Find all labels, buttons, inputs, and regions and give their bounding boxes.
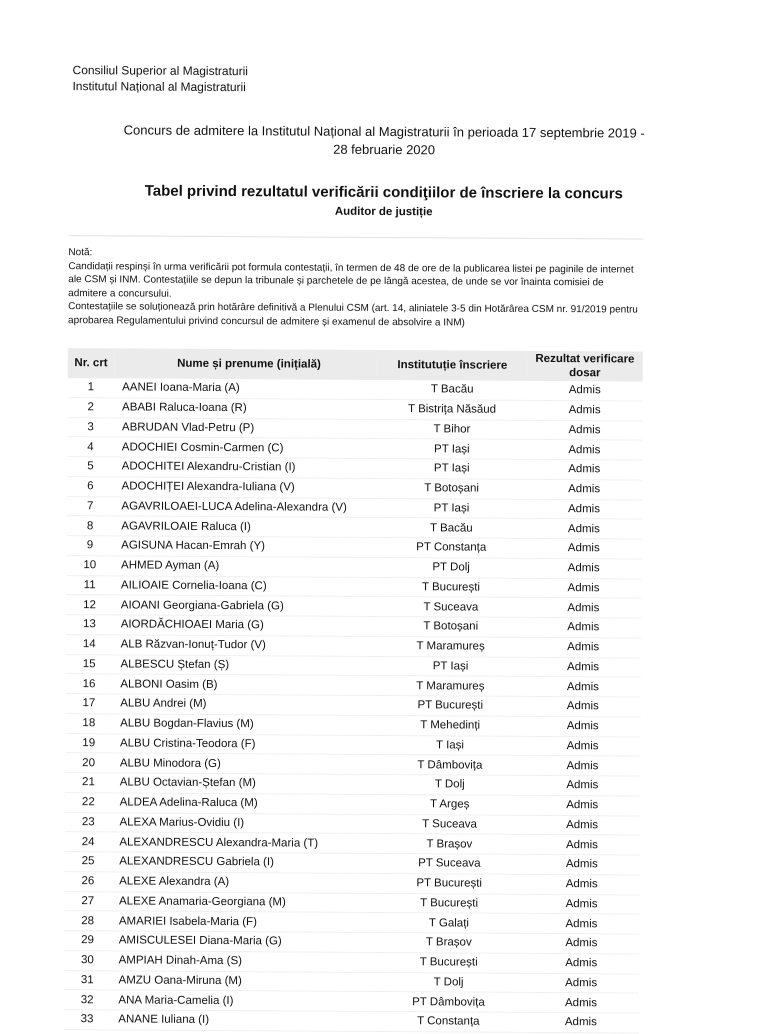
- column-header-institution: Institutuție înscriere: [378, 350, 528, 381]
- column-header-nr: Nr. crt: [68, 348, 115, 378]
- candidate-name: ALEXANDRESCU Gabriela (I): [111, 852, 375, 873]
- result-cell: Admis: [526, 578, 642, 598]
- candidate-name: ALBESCU Ștefan (Ș): [112, 654, 376, 675]
- candidate-name: ALBU Minodora (G): [112, 753, 376, 774]
- row-number: 31: [64, 970, 111, 990]
- result-cell: Admis: [525, 696, 641, 716]
- row-number: 3: [67, 417, 114, 437]
- result-cell: Admis: [526, 479, 642, 499]
- candidate-name: AHMED Ayman (A): [113, 556, 377, 577]
- result-cell: Admis: [526, 538, 642, 558]
- contest-period: [39, 121, 729, 161]
- row-number: 18: [66, 713, 113, 733]
- candidate-name: AMPIAH Dinah-Ama (S): [111, 951, 375, 972]
- result-cell: Admis: [525, 598, 641, 618]
- institution-cell: T Dolj: [375, 774, 524, 795]
- institution-cell: T Suceava: [375, 814, 524, 835]
- institution-cell: T Botoșani: [377, 478, 526, 499]
- result-cell: Admis: [523, 993, 639, 1013]
- result-cell: Admis: [526, 440, 642, 460]
- result-cell: Admis: [527, 420, 643, 440]
- institution-cell: T Mehedinți: [375, 715, 524, 736]
- institution-cell: T Maramureș: [376, 636, 525, 657]
- results-table: [64, 348, 643, 1033]
- institution-cell: T Iași: [375, 735, 524, 756]
- institution-cell: PT Iași: [376, 656, 525, 677]
- result-cell: Admis: [523, 973, 639, 993]
- result-cell: Admis: [523, 933, 639, 953]
- candidate-name: ALBU Octavian-Ștefan (M): [112, 773, 376, 794]
- row-number: 20: [65, 753, 112, 773]
- row-number: 30: [64, 950, 111, 970]
- result-cell: Admis: [524, 874, 640, 894]
- result-cell: Admis: [527, 381, 643, 401]
- row-number: 21: [65, 773, 112, 793]
- result-cell: Admis: [524, 815, 640, 835]
- result-cell: Admis: [525, 736, 641, 756]
- institution-cell: PT Dolj: [376, 557, 525, 578]
- result-cell: Admis: [525, 637, 641, 657]
- row-number: 22: [65, 792, 112, 812]
- row-number: 23: [65, 812, 112, 832]
- candidate-name: ANANE Iuliana (I): [110, 1010, 374, 1031]
- result-cell: Admis: [525, 677, 641, 697]
- candidate-name: ALEXA Marius-Ovidiu (I): [111, 812, 375, 833]
- contest-line-1: Concurs de admitere la Institutul Național al Magistraturii în perioada 17 septembrie 2019 -: [123, 122, 645, 141]
- row-number: 13: [66, 615, 113, 635]
- candidate-name: ALEXE Anamaria-Georgiana (M): [111, 891, 375, 912]
- institution-cell: T Maramureș: [376, 676, 525, 697]
- org-name-inm: Institutul Național al Magistraturii: [72, 79, 246, 95]
- candidate-name: AGISUNA Hacan-Emrah (Y): [113, 536, 377, 557]
- header-row: [68, 348, 643, 382]
- result-cell: Admis: [524, 835, 640, 855]
- candidate-name: ALEXE Alexandra (A): [111, 872, 375, 893]
- institution-cell: T Dolj: [374, 972, 523, 993]
- row-number: 5: [67, 457, 114, 477]
- row-number: 10: [66, 555, 113, 575]
- candidate-name: AMARIEI Isabela-Maria (F): [111, 911, 375, 932]
- candidate-name: AMISCULESEI Diana-Maria (G): [111, 931, 375, 952]
- row-number: 26: [65, 871, 112, 891]
- result-cell: Admis: [526, 499, 642, 519]
- institution-cell: PT București: [374, 873, 523, 894]
- candidate-name: ADOCHIȚEI Alexandra-Iuliana (V): [113, 477, 377, 498]
- institution-cell: T Botoșani: [376, 616, 525, 637]
- note-paragraph-1: Candidații respinși în urma verificării pot formula contestații, în termen de 48 de ore de la publicarea listei pe paginile de internet ale CSM și INM. Contestațiile se depun la tribunale și parchetele de pe lângă acestea, de unde se vor înainta comisiei de admitere a concursului.: [68, 260, 634, 300]
- contest-line-2: 28 februarie 2020: [333, 141, 436, 158]
- institution-cell: PT Iași: [377, 458, 526, 479]
- row-number: 4: [67, 437, 114, 457]
- candidate-name: ADOCHITEI Alexandru-Cristian (I): [114, 457, 378, 478]
- candidate-name: AMZU Oana-Miruna (M): [110, 970, 374, 991]
- note-label: Notă:: [68, 247, 93, 259]
- candidate-name: ALBU Cristina-Teodora (F): [112, 733, 376, 754]
- result-cell: Admis: [524, 914, 640, 934]
- row-number: 2: [67, 397, 114, 417]
- row-number: 16: [66, 674, 113, 694]
- row-number: 1: [68, 378, 115, 398]
- row-number: 17: [66, 694, 113, 714]
- result-cell: Admis: [526, 558, 642, 578]
- result-cell: Admis: [524, 894, 640, 914]
- candidate-name: ABRUDAN Vlad-Petru (P): [114, 417, 378, 438]
- column-header-name: Nume și prenume (inițială): [114, 348, 378, 380]
- institution-cell: T Dâmbovița: [375, 755, 524, 776]
- result-cell: Admis: [524, 854, 640, 874]
- institution-cell: PT Suceava: [375, 853, 524, 874]
- candidate-name: AIORDĂCHIOAEI Maria (G): [113, 615, 377, 636]
- row-number: 25: [65, 852, 112, 872]
- candidate-name: AGAVRILOAEI-LUCA Adelina-Alexandra (V): [113, 496, 377, 517]
- result-cell: Admis: [523, 1012, 639, 1032]
- candidate-name: ANA Maria-Camelia (I): [110, 990, 374, 1011]
- document-title: Tabel privind rezultatul verificării condiţiilor de înscriere la concurs: [144, 182, 623, 203]
- candidate-name: ALB Răzvan-Ionuț-Tudor (V): [113, 635, 377, 656]
- institution-cell: PT Iași: [377, 439, 526, 460]
- row-number: 11: [66, 575, 113, 595]
- candidate-name: AIOANI Georgiana-Gabriela (G): [113, 595, 377, 616]
- candidate-name: ABABI Raluca-Ioana (R): [114, 398, 378, 419]
- result-cell: Admis: [525, 657, 641, 677]
- candidate-name: ALBONI Oasim (B): [112, 674, 376, 695]
- institution-cell: PT Constanța: [377, 537, 526, 558]
- org-name-csm: Consiliul Superior al Magistraturii: [72, 63, 249, 79]
- row-number: 15: [66, 654, 113, 674]
- row-number: 7: [67, 496, 114, 516]
- institution-cell: T Brașov: [375, 834, 524, 855]
- institution-cell: T Constanța: [374, 1011, 523, 1032]
- results-table-body: [64, 378, 643, 1033]
- result-cell: Admis: [526, 459, 642, 479]
- candidate-name: ADOCHIEI Cosmin-Carmen (C): [114, 437, 378, 458]
- row-number: 9: [67, 536, 114, 556]
- institution-cell: T Brașov: [374, 932, 523, 953]
- institution-cell: PT Iași: [377, 498, 526, 519]
- row-number: 32: [64, 990, 111, 1010]
- candidate-name: ALEXANDRESCU Alexandra-Maria (T): [111, 832, 375, 853]
- row-number: 24: [65, 832, 112, 852]
- result-cell: Admis: [523, 953, 639, 973]
- row-number: 28: [64, 911, 111, 931]
- institution-cell: PT București: [376, 695, 525, 716]
- row-number: 27: [64, 891, 111, 911]
- institution-cell: T Bihor: [377, 419, 526, 440]
- note-paragraph-2: Contestațiile se soluționează prin hotărâre definitivă a Plenului CSM (art. 14, aliniatele 3-5 din Hotărârea CSM nr. 91/2019 pentru aprobarea Regulamentului privind concursul de admitere și examenul de absolvire a INM): [68, 301, 638, 329]
- results-table-header: [68, 348, 643, 382]
- institution-cell: T București: [374, 952, 523, 973]
- result-cell: Admis: [525, 716, 641, 736]
- row-number: 8: [67, 516, 114, 536]
- institution-cell: T Galați: [374, 913, 523, 934]
- candidate-name: AILIOAIE Cornelia-Ioana (C): [113, 575, 377, 596]
- row-number: 29: [64, 931, 111, 951]
- institution-cell: PT Dâmbovița: [374, 992, 523, 1013]
- result-cell: Admis: [524, 775, 640, 795]
- institution-cell: T Bacău: [377, 380, 526, 400]
- candidate-name: ALBU Andrei (M): [112, 694, 376, 715]
- result-cell: Admis: [525, 756, 641, 776]
- institution-cell: T Argeș: [375, 794, 524, 815]
- document-subtitle: Auditor de justiție: [334, 205, 433, 219]
- institution-cell: T Suceava: [376, 597, 525, 618]
- row-number: 14: [66, 634, 113, 654]
- candidate-name: ALBU Bogdan-Flavius (M): [112, 714, 376, 735]
- table-row: [64, 1010, 639, 1033]
- institution-cell: T București: [376, 577, 525, 598]
- result-cell: Admis: [524, 795, 640, 815]
- result-cell: Admis: [525, 617, 641, 637]
- candidate-name: AANEI Ioana-Maria (A): [114, 378, 378, 399]
- candidate-name: ALDEA Adelina-Raluca (M): [112, 793, 376, 814]
- institution-cell: T Bistrița Năsăud: [377, 399, 526, 420]
- row-number: 6: [67, 476, 114, 496]
- row-number: 19: [65, 733, 112, 753]
- note-block: [68, 235, 644, 331]
- row-number: 33: [64, 1010, 111, 1030]
- result-cell: Admis: [526, 519, 642, 539]
- row-number: 12: [66, 595, 113, 615]
- column-header-result: Rezultat verificare dosar: [527, 351, 643, 382]
- result-cell: Admis: [527, 400, 643, 420]
- institution-cell: T Bacău: [377, 518, 526, 539]
- organization-header: [72, 62, 248, 95]
- candidate-name: AGAVRILOAIE Raluca (I): [113, 516, 377, 537]
- institution-cell: T București: [374, 893, 523, 914]
